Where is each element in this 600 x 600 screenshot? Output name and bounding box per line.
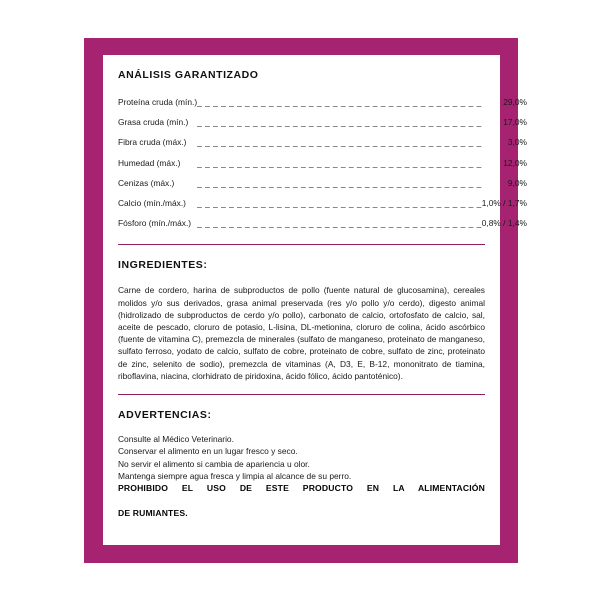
- analysis-nutrient-label: Grasa cruda (mín.): [118, 117, 189, 128]
- warnings-list: [118, 433, 485, 482]
- analysis-row: [118, 213, 527, 233]
- analysis-leader-dots: [197, 173, 482, 193]
- analysis-row: [118, 112, 527, 132]
- warning-emphasis-text: [118, 482, 485, 520]
- analysis-nutrient-label: Fibra cruda (máx.): [118, 137, 187, 148]
- analysis-row: [118, 153, 527, 173]
- warnings-heading: ADVERTENCIAS:: [118, 408, 212, 421]
- ingredients-heading: INGREDIENTES:: [118, 259, 208, 272]
- analysis-nutrient-value: 0,8% / 1,4%: [481, 218, 527, 229]
- leader-dots-inner: _ _ _ _ _ _ _ _ _ _ _ _ _ _ _ _ _ _ _ _ _ _ _ _ _ _ _ _ _ _ _ _ _ _ _ _: [197, 218, 482, 229]
- warning-line: Mantenga siempre agua fresca y limpia al alcance de su perro.: [118, 470, 352, 481]
- analysis-nutrient-label: Proteína cruda (mín.): [118, 97, 198, 108]
- section-divider-1: [118, 244, 485, 245]
- analysis-nutrient-label: Fósforo (mín./máx.): [118, 218, 192, 229]
- analysis-leader-dots: [197, 92, 482, 112]
- warning-emphasis-line-2: DE RUMIANTES.: [118, 508, 188, 519]
- analysis-nutrient-value: 3,0%: [507, 137, 527, 148]
- leader-dots-inner: _ _ _ _ _ _ _ _ _ _ _ _ _ _ _ _ _ _ _ _ _ _ _ _ _ _ _ _ _ _ _ _ _ _ _ _: [197, 97, 482, 108]
- ingredients-text: Carne de cordero, harina de subproductos de pollo (fuente natural de glucosamina), cereales molidos y/o sus derivados, grasa animal preservada (res y/o pollo y/o cerdo), digesto animal (hidrolizado de subproductos de cerdo y/o pollo), carbonato de calcio, ortofosfato de calcio, sal, aceite de pescado, cloruro de potasio, L-lisina, DL-metionina, cloruro de colina, ácido ascórbico (fuente de vitamina C), premezcla de minerales (sulfato de manganeso, proteinato de manganeso, sulfato ferroso, yodato de calcio, sulfato de cobre, proteinato de cobre, sulfato de zinc, proteinato de zinc, selenito de sodio), premezcla de vitaminas (A, D3, E, B-12, mononitrato de tiamina, riboflavina, niacina, clorhidrato de piridoxina, ácido fólico, ácido pantoténico).: [118, 285, 485, 381]
- analysis-nutrient-value: 29,0%: [503, 97, 527, 108]
- section-divider-2: [118, 394, 485, 395]
- analysis-leader-dots: [197, 213, 482, 233]
- leader-dots-inner: _ _ _ _ _ _ _ _ _ _ _ _ _ _ _ _ _ _ _ _ _ _ _ _ _ _ _ _ _ _ _ _ _ _ _ _: [197, 157, 482, 168]
- warning-line: Conservar el alimento en un lugar fresco y seco.: [118, 446, 298, 457]
- analysis-leader-dots: [197, 153, 482, 173]
- analysis-row: [118, 132, 527, 152]
- analysis-leader-dots: [197, 193, 482, 213]
- analysis-heading: ANÁLISIS GARANTIZADO: [118, 69, 259, 81]
- analysis-nutrient-value: 9,0%: [507, 177, 527, 188]
- analysis-row: [118, 92, 527, 112]
- analysis-leader-dots: [197, 112, 482, 132]
- analysis-nutrient-label: Humedad (máx.): [118, 157, 181, 168]
- leader-dots-inner: _ _ _ _ _ _ _ _ _ _ _ _ _ _ _ _ _ _ _ _ _ _ _ _ _ _ _ _ _ _ _ _ _ _ _ _: [197, 117, 482, 128]
- analysis-leader-dots: [197, 132, 482, 152]
- analysis-table-body: [118, 92, 527, 233]
- analysis-row: [118, 193, 527, 213]
- guaranteed-analysis-table: [118, 92, 527, 233]
- analysis-nutrient-label: Cenizas (máx.): [118, 177, 175, 188]
- leader-dots-inner: _ _ _ _ _ _ _ _ _ _ _ _ _ _ _ _ _ _ _ _ _ _ _ _ _ _ _ _ _ _ _ _ _ _ _ _: [197, 177, 482, 188]
- analysis-row: [118, 173, 527, 193]
- warning-line: No servir el alimento si cambia de apariencia u olor.: [118, 458, 310, 469]
- leader-dots-inner: _ _ _ _ _ _ _ _ _ _ _ _ _ _ _ _ _ _ _ _ _ _ _ _ _ _ _ _ _ _ _ _ _ _ _ _: [197, 198, 482, 209]
- warning-emphasis-line-1: PROHIBIDO EL USO DE ESTE PRODUCTO EN LA ALIMENTACIÓN: [118, 483, 485, 494]
- label-content-area: [103, 55, 527, 545]
- analysis-nutrient-value: 17,0%: [503, 117, 527, 128]
- warning-line: Consulte al Médico Veterinario.: [118, 433, 234, 444]
- analysis-nutrient-value: 1,0% / 1,7%: [481, 198, 527, 209]
- product-label-panel: [84, 38, 527, 563]
- analysis-nutrient-value: 12,0%: [503, 157, 527, 168]
- analysis-nutrient-label: Calcio (mín./máx.): [118, 198, 186, 209]
- leader-dots-inner: _ _ _ _ _ _ _ _ _ _ _ _ _ _ _ _ _ _ _ _ _ _ _ _ _ _ _ _ _ _ _ _ _ _ _ _: [197, 137, 482, 148]
